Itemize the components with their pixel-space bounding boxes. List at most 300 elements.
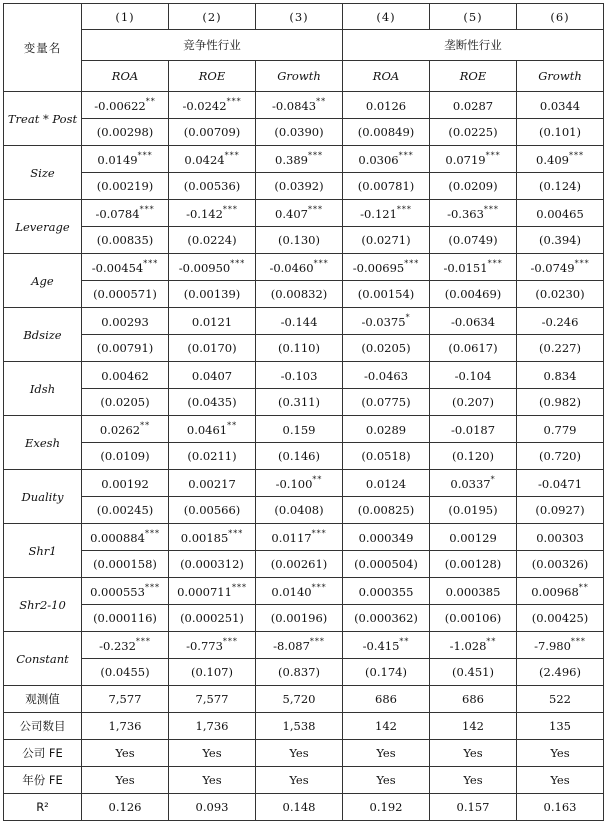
std-error-cell: (0.00261) [256,551,343,578]
std-error-row [4,605,604,632]
significance-stars: *** [139,205,155,214]
std-error-cell: (0.0224) [169,227,256,254]
coefficient-value: -0.144 [280,315,318,329]
significance-stars: *** [224,151,240,160]
coefficient-value: -0.103 [280,369,318,383]
coefficient-cell [517,470,604,497]
coefficient-cell [343,524,430,551]
std-error-cell: (0.227) [517,335,604,362]
significance-stars: *** [574,259,590,268]
significance-stars: *** [226,97,242,106]
significance-stars: *** [398,151,414,160]
std-error-cell: (0.0408) [256,497,343,524]
coefficient-value: 0.00303 [536,531,584,545]
std-error-cell: (0.0205) [82,389,169,416]
statistic-value: 142 [343,713,430,740]
variable-name: Treat * Post [4,92,82,146]
statistic-value: Yes [256,767,343,794]
coefficient-value: -0.0375 [361,315,406,329]
statistic-value: 1,736 [169,713,256,740]
std-error-cell: (0.0211) [169,443,256,470]
std-error-row [4,335,604,362]
coefficient-value: 0.000884 [90,531,145,545]
statistic-value: Yes [430,767,517,794]
coefficient-cell [343,200,430,227]
coefficient-value: -0.142 [186,207,223,221]
significance-stars: *** [311,529,327,538]
coefficient-value: -0.232 [99,639,136,653]
std-error-cell: (0.837) [256,659,343,686]
statistic-label: 观测值 [4,686,82,713]
variable-name: Bdsize [4,308,82,362]
std-error-row [4,173,604,200]
variable-name-header: 变量名 [4,4,82,92]
statistic-value: 0.093 [169,794,256,821]
std-error-cell: (0.982) [517,389,604,416]
coefficient-value: 0.00462 [101,369,149,383]
statistic-value: 7,577 [169,686,256,713]
significance-stars: ** [399,637,410,646]
statistic-label: 公司 FE [4,740,82,767]
significance-stars: *** [222,637,238,646]
coefficient-cell [430,362,517,389]
coefficient-cell [256,632,343,659]
std-error-row [4,227,604,254]
statistic-value: 686 [430,686,517,713]
coefficient-cell [430,470,517,497]
coefficient-cell [169,92,256,119]
coefficient-cell [430,416,517,443]
statistic-row [4,794,604,821]
std-error-cell: (0.146) [256,443,343,470]
coefficient-cell [256,92,343,119]
statistic-value: Yes [430,740,517,767]
significance-stars: *** [396,205,412,214]
coefficient-value: 0.0306 [358,153,399,167]
statistic-value: 135 [517,713,604,740]
statistic-value: 522 [517,686,604,713]
coefficient-cell [169,524,256,551]
coefficient-cell [343,146,430,173]
statistic-value: Yes [256,740,343,767]
coefficient-cell [517,200,604,227]
std-error-cell: (0.720) [517,443,604,470]
std-error-cell: (0.0205) [343,335,430,362]
statistic-value: Yes [169,767,256,794]
statistic-value: Yes [343,740,430,767]
coefficient-cell [343,632,430,659]
coef-row [4,254,604,281]
statistic-value: Yes [517,767,604,794]
significance-stars: *** [231,583,247,592]
std-error-cell: (0.00326) [517,551,604,578]
coefficient-cell [82,308,169,335]
std-error-cell: (0.120) [430,443,517,470]
coefficient-cell [82,470,169,497]
coefficient-value: -0.0151 [443,261,488,275]
coefficient-value: -0.121 [360,207,397,221]
std-error-cell: (0.00536) [169,173,256,200]
std-error-cell: (0.00791) [82,335,169,362]
std-error-cell: (0.000312) [169,551,256,578]
coefficient-value: -0.0749 [530,261,575,275]
coefficient-value: 0.000553 [90,585,145,599]
coefficient-cell [517,632,604,659]
coefficient-cell [343,362,430,389]
coef-row [4,146,604,173]
variable-name: Age [4,254,82,308]
significance-stars: ** [140,421,151,430]
coefficient-cell [517,308,604,335]
coefficient-value: -0.00622 [94,99,146,113]
coefficient-cell [169,308,256,335]
statistic-value: Yes [82,740,169,767]
coefficient-cell [82,92,169,119]
coefficient-cell [430,254,517,281]
coefficient-value: 0.000349 [358,531,414,545]
coefficient-value: 0.000355 [358,585,414,599]
coefficient-value: -0.0187 [450,423,496,437]
coefficient-value: -0.773 [186,639,223,653]
coefficient-cell [343,308,430,335]
std-error-cell: (0.0170) [169,335,256,362]
statistic-value: Yes [169,740,256,767]
coefficient-value: 0.407 [275,207,308,221]
significance-stars: *** [222,205,238,214]
coefficient-cell [82,146,169,173]
std-error-cell: (0.311) [256,389,343,416]
coefficient-value: 0.0287 [452,99,494,113]
statistic-value: Yes [517,740,604,767]
coefficient-cell [256,308,343,335]
coefficient-cell [517,92,604,119]
coefficient-value: 0.00217 [188,477,236,491]
statistic-value: Yes [82,767,169,794]
statistic-value: 686 [343,686,430,713]
group-header-monopoly: 垄断性行业 [343,30,604,61]
std-error-cell: (0.00566) [169,497,256,524]
regression-table [3,3,604,821]
variable-name: Shr2-10 [4,578,82,632]
significance-stars: * [490,475,496,484]
coefficient-cell [169,416,256,443]
significance-stars: *** [483,205,499,214]
statistic-label: 年份 FE [4,767,82,794]
coefficient-value: -0.00454 [91,261,144,275]
column-number-header: (6) [517,4,604,30]
metric-header: ROA [82,61,169,92]
coefficient-cell [169,362,256,389]
coefficient-value: 0.00968 [531,585,579,599]
coef-row [4,308,604,335]
std-error-cell: (0.0435) [169,389,256,416]
std-error-cell: (0.00469) [430,281,517,308]
coef-row [4,200,604,227]
coefficient-cell [430,308,517,335]
std-error-cell: (0.451) [430,659,517,686]
coefficient-value: -0.00950 [178,261,231,275]
statistic-row [4,713,604,740]
coefficient-cell [517,524,604,551]
coefficient-value: 0.779 [543,423,577,437]
coefficient-cell [517,362,604,389]
coefficient-value: 0.00129 [449,531,497,545]
coefficient-value: 0.0461 [186,423,228,437]
significance-stars: *** [313,259,329,268]
coefficient-value: 0.0407 [191,369,233,383]
std-error-cell: (0.110) [256,335,343,362]
coefficient-value: 0.834 [543,369,577,383]
coef-row [4,524,604,551]
coefficient-cell [343,578,430,605]
coefficient-cell [517,416,604,443]
significance-stars: ** [312,475,323,484]
statistic-value: 1,736 [82,713,169,740]
std-error-cell: (0.00154) [343,281,430,308]
coefficient-value: -7.980 [534,639,571,653]
statistic-value: 0.126 [82,794,169,821]
significance-stars: *** [487,259,503,268]
group-header-competitive: 竞争性行业 [82,30,343,61]
std-error-cell: (0.0518) [343,443,430,470]
std-error-cell: (0.00106) [430,605,517,632]
std-error-cell: (0.0271) [343,227,430,254]
coefficient-value: 0.000711 [177,585,232,599]
std-error-cell: (0.00219) [82,173,169,200]
std-error-cell: (0.0109) [82,443,169,470]
std-error-cell: (0.000116) [82,605,169,632]
coef-row [4,470,604,497]
std-error-row [4,281,604,308]
coefficient-cell [82,578,169,605]
std-error-cell: (0.0392) [256,173,343,200]
coefficient-value: -1.028 [449,639,487,653]
coefficient-cell [256,416,343,443]
coefficient-cell [256,470,343,497]
std-error-cell: (0.00128) [430,551,517,578]
column-number-header: (1) [82,4,169,30]
statistic-value: 142 [430,713,517,740]
std-error-cell: (0.000571) [82,281,169,308]
coefficient-cell [169,578,256,605]
significance-stars: *** [137,151,153,160]
significance-stars: *** [144,529,160,538]
std-error-cell: (0.0749) [430,227,517,254]
statistic-value: Yes [343,767,430,794]
std-error-cell: (0.0617) [430,335,517,362]
coefficient-cell [169,200,256,227]
statistic-row [4,767,604,794]
coefficient-value: 0.00185 [180,531,229,545]
statistic-value: 5,720 [256,686,343,713]
std-error-cell: (0.00849) [343,119,430,146]
significance-stars: ** [578,583,589,592]
metric-header: ROA [343,61,430,92]
coefficient-cell [82,524,169,551]
significance-stars: *** [485,151,501,160]
coefficient-cell [430,146,517,173]
coefficient-cell [169,254,256,281]
coefficient-value: 0.409 [536,153,569,167]
significance-stars: *** [230,259,246,268]
coef-row [4,362,604,389]
coefficient-value: 0.159 [282,423,316,437]
column-number-header: (4) [343,4,430,30]
column-number-header: (2) [169,4,256,30]
coefficient-cell [517,146,604,173]
variable-name: Duality [4,470,82,524]
statistic-label: 公司数目 [4,713,82,740]
coefficient-value: 0.0262 [99,423,141,437]
coefficient-cell [430,524,517,551]
significance-stars: *** [228,529,244,538]
coefficient-cell [82,416,169,443]
coefficient-cell [82,362,169,389]
std-error-cell: (0.0209) [430,173,517,200]
coefficient-cell [517,254,604,281]
coef-row [4,632,604,659]
std-error-cell: (0.000251) [169,605,256,632]
std-error-row [4,119,604,146]
significance-stars: *** [404,259,420,268]
coefficient-cell [343,254,430,281]
std-error-cell: (0.00835) [82,227,169,254]
statistic-value: 0.163 [517,794,604,821]
variable-name: Exesh [4,416,82,470]
coefficient-value: -0.0471 [537,477,583,491]
std-error-cell: (0.0225) [430,119,517,146]
coefficient-value: 0.0117 [271,531,312,545]
coefficient-value: -0.0843 [271,99,317,113]
coefficient-cell [82,632,169,659]
coefficient-value: -8.087 [273,639,310,653]
variable-name: Size [4,146,82,200]
coefficient-value: -0.0242 [182,99,227,113]
std-error-row [4,389,604,416]
coefficient-body [4,92,604,686]
significance-stars: ** [316,97,327,106]
coefficient-value: -0.246 [541,315,579,329]
metric-header: Growth [256,61,343,92]
coefficient-value: 0.0719 [445,153,486,167]
coefficient-value: -0.0784 [95,207,140,221]
coefficient-value: -0.363 [447,207,484,221]
significance-stars: *** [144,583,160,592]
coefficient-cell [256,200,343,227]
std-error-cell: (0.000504) [343,551,430,578]
metric-header: Growth [517,61,604,92]
significance-stars: *** [568,151,584,160]
std-error-cell: (0.00781) [343,173,430,200]
coefficient-value: 0.389 [275,153,308,167]
statistic-row [4,740,604,767]
coefficient-cell [256,146,343,173]
std-error-cell: (0.101) [517,119,604,146]
std-error-cell: (0.207) [430,389,517,416]
statistic-value: 0.148 [256,794,343,821]
coefficient-value: -0.00695 [352,261,405,275]
significance-stars: ** [145,97,156,106]
variable-name: Idsh [4,362,82,416]
coefficient-value: 0.0337 [450,477,491,491]
significance-stars: ** [227,421,238,430]
coefficient-value: 0.000385 [445,585,501,599]
std-error-row [4,497,604,524]
std-error-cell: (2.496) [517,659,604,686]
std-error-cell: (0.000362) [343,605,430,632]
coef-row [4,416,604,443]
std-error-cell: (0.00139) [169,281,256,308]
coefficient-value: 0.0344 [539,99,581,113]
significance-stars: *** [307,151,323,160]
coefficient-cell [169,146,256,173]
significance-stars: *** [311,583,327,592]
coef-row [4,578,604,605]
coefficient-cell [256,254,343,281]
std-error-cell: (0.00709) [169,119,256,146]
significance-stars: *** [143,259,159,268]
coefficient-value: -0.415 [362,639,400,653]
coefficient-cell [517,578,604,605]
coefficient-value: 0.0149 [97,153,138,167]
std-error-cell: (0.0775) [343,389,430,416]
coefficient-value: 0.00293 [101,315,149,329]
significance-stars: ** [486,637,497,646]
significance-stars: *** [570,637,586,646]
statistic-label: R² [4,794,82,821]
std-error-cell: (0.00298) [82,119,169,146]
coefficient-value: 0.00192 [101,477,149,491]
std-error-cell: (0.0195) [430,497,517,524]
std-error-cell: (0.00825) [343,497,430,524]
std-error-cell: (0.124) [517,173,604,200]
significance-stars: *** [135,637,151,646]
coefficient-value: -0.0634 [450,315,496,329]
metric-header: ROE [430,61,517,92]
coefficient-value: 0.0289 [365,423,407,437]
std-error-cell: (0.174) [343,659,430,686]
std-error-cell: (0.0927) [517,497,604,524]
coefficient-value: 0.0124 [365,477,407,491]
coefficient-cell [82,200,169,227]
std-error-row [4,551,604,578]
coefficient-cell [256,362,343,389]
coefficient-value: 0.0140 [271,585,312,599]
std-error-cell: (0.130) [256,227,343,254]
significance-stars: *** [309,637,325,646]
metric-header: ROE [169,61,256,92]
std-error-cell: (0.0230) [517,281,604,308]
coefficient-cell [82,254,169,281]
std-error-cell: (0.00425) [517,605,604,632]
std-error-cell: (0.00832) [256,281,343,308]
variable-name: Constant [4,632,82,686]
coefficient-cell [430,92,517,119]
statistics-body [4,686,604,821]
coefficient-value: -0.100 [275,477,313,491]
std-error-cell: (0.00196) [256,605,343,632]
std-error-row [4,443,604,470]
statistic-value: 7,577 [82,686,169,713]
coefficient-value: 0.0424 [184,153,225,167]
coefficient-value: -0.0463 [363,369,409,383]
std-error-row [4,659,604,686]
significance-stars: *** [307,205,323,214]
significance-stars: * [405,313,411,322]
coefficient-value: 0.0121 [191,315,233,329]
coefficient-cell [430,632,517,659]
coefficient-cell [343,416,430,443]
